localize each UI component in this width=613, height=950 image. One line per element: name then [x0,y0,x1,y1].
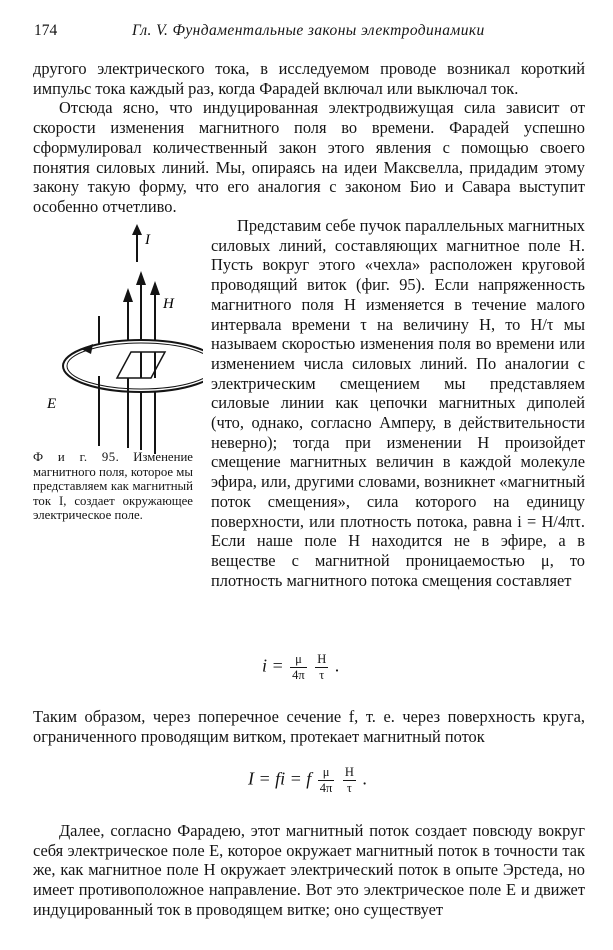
formula1-frac-h: $\frac{Н}{\tau}$ [317,652,327,682]
page-header [34,22,581,46]
label-electric: E [47,396,57,412]
current-arrow-head [132,224,142,235]
formula2-frac-h: $\frac{Н}{\tau}$ [344,765,354,795]
paragraph-electric-field: Далее, согласно Фарадею, этот магнитный поток создает повсюду вокруг себя электрическое поле E, которое окружает магнитный поток в точности так же, как магнитное поле H окружает электрический поток в опыте Эрстеда, но имеет противоположное направление. Вот это электрическое поле E и движет индуцированный ток в проводящем витке; оно существует [33,821,585,919]
paragraph-cross-section: Таким образом, через поперечное сечение f, т. е. через поверхность круга, ограниченного проводящим витком, протекает магнитный поток [33,707,585,746]
text-block-cross-section [33,707,585,746]
field-arrow-head-1 [136,271,146,285]
formula1-lhs: i = [262,655,284,676]
label-current: I [145,232,150,248]
running-title: Гл. V. Фундаментальные законы электродинамики [132,22,485,39]
field-arrow-head-3 [123,288,133,302]
formula-flux-density: i = $\frac{\mu}{4\pi}$ $\frac{Н}{\tau}$ . [262,652,340,682]
figure-95-drawing [33,216,203,456]
formula2-frac-mu: $\frac{\mu}{4\pi}$ [319,765,333,795]
figure-95 [33,216,203,624]
formula1-frac-mu: $\frac{\mu}{4\pi}$ [292,652,305,682]
formula-magnetic-flux: I = fi = f $\frac{\mu}{4\pi}$ $\frac{Н}{\tau}$ . [248,765,367,795]
text-block-with-figure [33,216,585,624]
caption-text: Изменение магнитного поля, которое мы представляем как магнитный ток I, создает окружающее электрическое поле. [33,450,193,523]
paragraph-magnetic-flux: Представим себе пучок параллельных магнитных силовых линий, составляющих магнитное поле H. Пусть вокруг этого «чехла» расположен круговой проводящий виток (фиг. 95). Если напряженность магнитного поля H изменяется в течение малого интервала времени τ на величину Н, то Н/τ мы называем скоростью изменения поля во времени или изменением числа силовых линий. По аналогии с электрическим смещением мы представляем силовые линии как цепочки магнитных диполей (что, однако, согласно Амперу, в действительности неверно); тогда при изменении H произойдет смещение магнитных величин в каждой молекуле эфира, или, другими словами, возникнет «магнитный поток смещения», сила которого на единицу поверхности, или плотность потока, равна i = Н/4πτ. Если наше поле H находится не в эфире, а в веществе с магнитной проницаемостью μ, то плотность магнитного потока смещения составляет [211,216,586,590]
text-block-top [33,59,585,217]
formula2-lhs: I = fi = f [248,768,312,789]
figure-caption [33,450,193,523]
paragraph-continuation: другого электрического тока, в исследуемом проводе возникал короткий импульс тока каждый раз, когда Фарадей включал или выключал ток. [33,59,585,98]
label-field: H [163,296,174,312]
page-number: 174 [34,22,58,39]
paragraph-faraday-law: Отсюда ясно, что индуцированная электродвижущая сила зависит от скорости изменения магнитного поля во времени. Фарадей успешно сформулировал количественный закон этого явления с помощью своего понятия силовых линий. Мы, опираясь на идеи Максвелла, придадим этому закону такую форму, что его аналогия с законом Био и Савара выступит особенно отчетливо. [33,98,585,216]
text-block-bottom [33,821,585,920]
field-arrow-head-2 [150,281,160,295]
caption-title: Ф и г. 95. [33,450,120,464]
